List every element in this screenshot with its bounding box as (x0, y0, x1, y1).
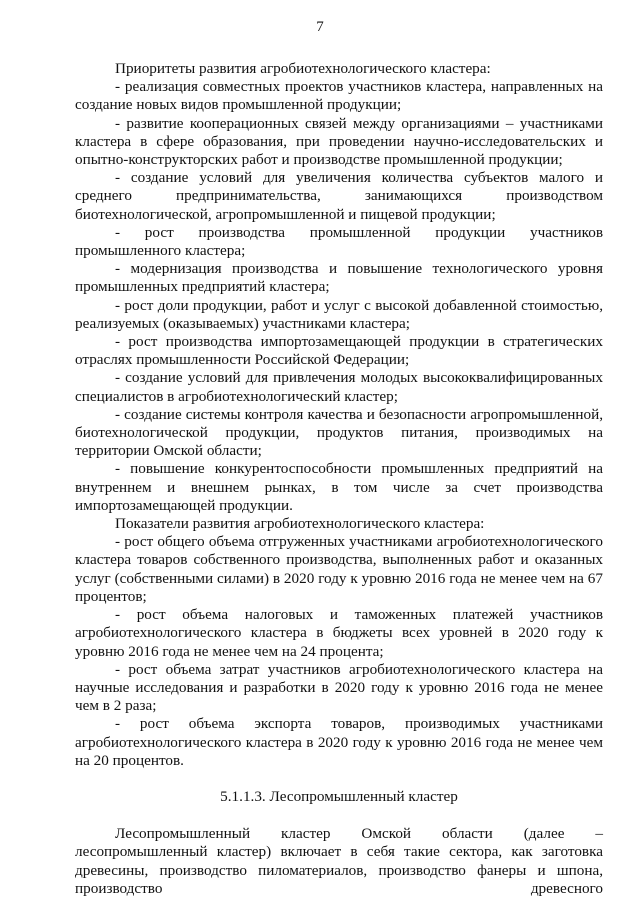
priority-item-9: - создание системы контроля качества и безопасности агропромышленной, биотехнологической продукции, продуктов питания, производимых на территории Омской области; (75, 405, 603, 460)
priority-item-8: - создание условий для привлечения молодых высококвалифицированных специалистов в агробиотехнологический кластер; (75, 369, 603, 405)
section-paragraph: Лесопромышленный кластер Омской области (далее – лесопромышленный кластер) включает в себя такие сектора, как заготовка древесины, производство пиломатериалов, производство фанеры и шпона, производство древесного (75, 825, 603, 897)
section-title: 5.1.1.3. Лесопромышленный кластер (220, 787, 458, 805)
priority-item-10: - повышение конкурентоспособности промышленных предприятий на внутреннем и внешнем рынках, в том числе за счет производства импортозамещающей продукции. (75, 460, 603, 514)
priority-item-3: - создание условий для увеличения количества субъектов малого и среднего предпринимательства, занимающихся производством биотехнологической, агропромышленной и пищевой продукции; (75, 169, 603, 223)
priority-item-4: - рост производства промышленной продукции участников промышленного кластера; (75, 223, 603, 260)
priority-item-5: - модернизация производства и повышение технологического уровня промышленных предприятий кластера; (75, 260, 603, 296)
priority-item-7: - рост производства импортозамещающей продукции в стратегических отраслях промышленности Российской Федерации; (75, 333, 603, 369)
indicators-heading: Показатели развития агробиотехнологического кластера: (115, 515, 485, 533)
priority-item-1: - реализация совместных проектов участников кластера, направленных на создание новых видов промышленной продукции; (75, 78, 603, 114)
priority-item-2: - развитие кооперационных связей между организациями – участниками кластера в сфере образования, при проведении научно-исследовательских и опытно-конструкторских работ и производстве промышленной продукции; (75, 114, 603, 169)
priorities-heading: Приоритеты развития агробиотехнологического кластера: (115, 60, 491, 77)
indicator-item-2: - рост объема налоговых и таможенных платежей участников агробиотехнологического кластера в бюджеты всех уровней в 2020 году к уровню 2016 года не менее чем на 24 процента; (75, 606, 603, 660)
document-body (75, 60, 603, 898)
page-number: 7 (316, 19, 324, 35)
indicator-item-3: - рост объема затрат участников агробиотехнологического кластера на научные исследования и разработки в 2020 году к уровню 2016 года не менее чем в 2 раза; (75, 660, 603, 715)
priority-item-6: - рост доли продукции, работ и услуг с высокой добавленной стоимостью, реализуемых (оказываемых) участниками кластера; (75, 296, 603, 332)
indicator-item-1: - рост общего объема отгруженных участниками агробиотехнологического кластера товаров собственного производства, выполненных работ и оказанных услуг (собственными силами) в 2020 году к уровню 2016 года не менее чем на 67 процентов; (75, 533, 603, 605)
indicator-item-4: - рост объема экспорта товаров, производимых участниками агробиотехнологического кластера в 2020 году к уровню 2016 года не менее чем на 20 процентов. (75, 715, 603, 769)
